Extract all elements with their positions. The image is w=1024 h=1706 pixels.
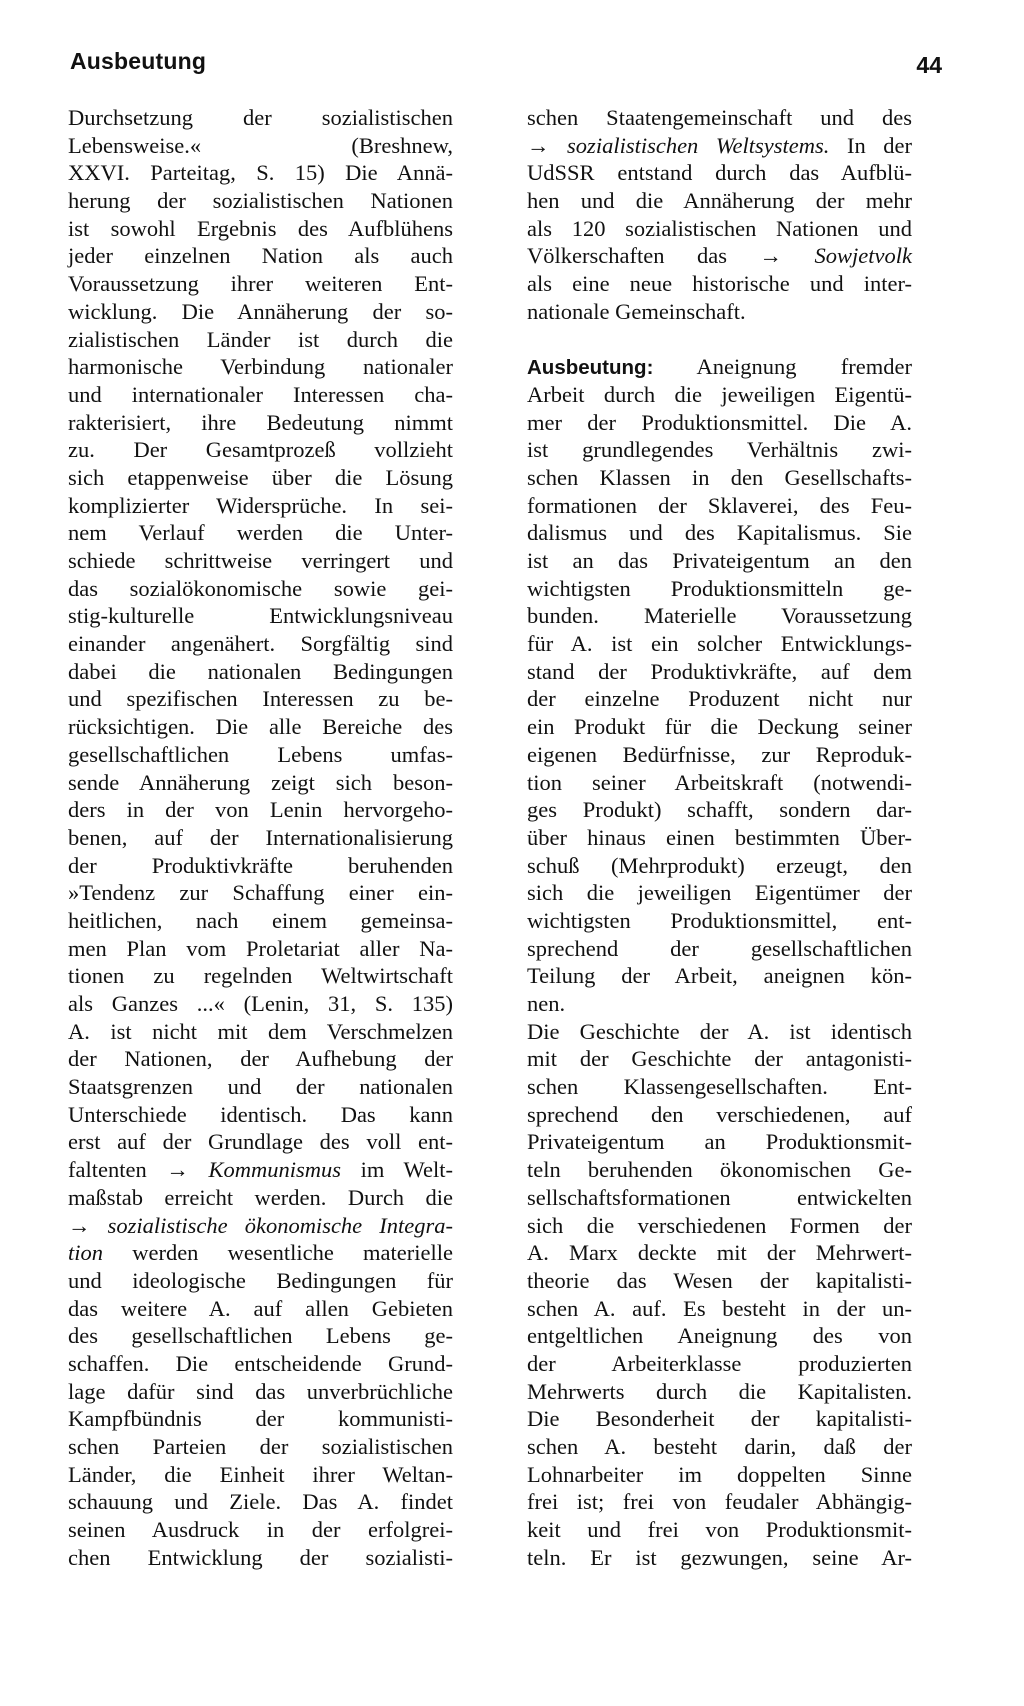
text-line: das sozialökonomische sowie gei-	[68, 575, 453, 601]
text-line: schaffen. Die entscheidende Grund-	[68, 1350, 453, 1376]
text-line: und spezifischen Interessen zu be-	[68, 686, 453, 712]
text-line: dabei die nationalen Bedingungen	[68, 658, 453, 684]
text-line: rakterisiert, ihre Bedeutung nimmt	[68, 409, 453, 435]
text-line: teln beruhenden ökonomischen Ge-	[527, 1157, 912, 1183]
text-line: wichtigsten Produktionsmittel, ent-	[527, 907, 912, 933]
text-line: schen A. besteht darin, daß der	[527, 1434, 912, 1459]
text-line: tionen zu regelnden Weltwirtschaft	[68, 963, 453, 989]
text-line: einander angenähert. Sorgfältig sind	[68, 631, 453, 657]
text-line: ist an das Privateigentum an den	[527, 548, 912, 573]
text-line: men Plan vom Proletariat aller Na-	[68, 935, 453, 961]
text-line: Lohnarbeiter im doppelten Sinne	[527, 1461, 912, 1487]
text-line: schen Klassengesellschaften. Ent-	[527, 1074, 912, 1100]
text-line: als Ganzes ...« (Lenin, 31, S. 135)	[68, 991, 453, 1016]
text-line: erst auf der Grundlage des voll ent-	[68, 1129, 453, 1155]
text-line: nem Verlauf werden die Unter-	[68, 520, 453, 546]
text-line	[68, 1156, 453, 1184]
text-line: als 120 sozialistischen Nationen und	[527, 215, 912, 241]
text-line: stig-kulturelle Entwicklungsniveau	[68, 603, 453, 629]
text-line: Mehrwerts durch die Kapitalisten.	[527, 1378, 912, 1404]
text-line: frei ist; frei von feudaler Abhängig-	[527, 1489, 912, 1515]
text-line: dalismus und des Kapitalismus. Sie	[527, 520, 912, 546]
text-line: nen.	[527, 991, 566, 1016]
text-line: sellschaftsformationen entwickelten	[527, 1184, 912, 1210]
text-line: über hinaus einen bestimmten Über-	[527, 824, 912, 850]
text-line: Voraussetzung ihrer weiteren Ent-	[68, 271, 453, 297]
text-span: faltenten	[68, 1157, 167, 1183]
text-line: seinen Ausdruck in der erfolgrei-	[68, 1517, 453, 1543]
text-line	[527, 242, 912, 270]
text-line: jeder einzelnen Nation als auch	[68, 243, 453, 269]
text-line: A. ist nicht mit dem Verschmelzen	[68, 1018, 453, 1044]
page-number: 44	[916, 52, 942, 78]
text-line: schuß (Mehrprodukt) erzeugt, den	[527, 852, 912, 878]
text-line: XXVI. Parteitag, S. 15) Die Annä-	[68, 160, 453, 186]
text-line: der Produktivkräfte beruhenden	[68, 852, 453, 878]
text-line	[68, 1239, 453, 1267]
text-line: als eine neue historische und inter-	[527, 271, 912, 297]
text-span: im Welt-	[340, 1157, 453, 1183]
text-line: sich die jeweiligen Eigentümer der	[527, 880, 912, 906]
text-line: Lebensweise.« (Breshnew,	[68, 132, 453, 158]
text-line: Durchsetzung der sozialistischen	[68, 105, 453, 130]
text-line: bunden. Materielle Voraussetzung	[527, 603, 912, 629]
cross-reference: → Sowjetvolk	[759, 243, 912, 269]
text-line: hen und die Annäherung der mehr	[527, 188, 912, 214]
text-line: Arbeit durch die jeweiligen Eigentü-	[527, 381, 912, 407]
running-header: Ausbeutung	[70, 48, 207, 74]
text-line: Staatsgrenzen und der nationalen	[68, 1074, 453, 1100]
text-line: heitlichen, nach einem gemeinsa-	[68, 907, 453, 933]
text-line: maßstab erreicht werden. Durch die	[68, 1184, 453, 1210]
text-line: sprechend den verschiedenen, auf	[527, 1101, 912, 1127]
text-line: für A. ist ein solcher Entwicklungs-	[527, 631, 912, 657]
entry-headword: Ausbeutung:	[527, 356, 654, 380]
cross-reference: → Kommunismus	[166, 1157, 341, 1183]
text-line: nationale Gemeinschaft.	[527, 298, 746, 324]
text-line: entgeltlichen Aneignung des von	[527, 1323, 912, 1349]
text-line: tion seiner Arbeitskraft (notwendi-	[527, 769, 912, 795]
text-line: Die Geschichte der A. ist identisch	[527, 1018, 912, 1044]
left-column	[68, 104, 453, 1571]
text-line: sprechend der gesellschaftlichen	[527, 935, 912, 961]
text-line: und internationaler Interessen cha-	[68, 381, 453, 407]
text-line: ges Produkt) schafft, sondern dar-	[527, 797, 912, 823]
text-line: ist sowohl Ergebnis des Aufblühens	[68, 215, 453, 241]
text-span: Aneignung fremder	[653, 354, 912, 380]
text-line: wichtigsten Produktionsmitteln ge-	[527, 575, 912, 601]
cross-reference: → sozialistische ökonomische Integra-	[68, 1212, 453, 1238]
text-line: rücksichtigen. Die alle Bereiche des	[68, 714, 453, 740]
text-line: der Nationen, der Aufhebung der	[68, 1046, 453, 1072]
text-line: »Tendenz zur Schaffung einer ein-	[68, 880, 453, 906]
text-line: schauung und Ziele. Das A. findet	[68, 1489, 453, 1515]
text-line: chen Entwicklung der sozialisti-	[68, 1544, 453, 1570]
text-line: sende Annäherung zeigt sich beson-	[68, 769, 453, 795]
text-line: Privateigentum an Produktionsmit-	[527, 1129, 912, 1155]
text-span: werden wesentliche materielle	[103, 1240, 453, 1266]
text-line: theorie das Wesen der kapitalisti-	[527, 1267, 912, 1293]
text-line: ein Produkt für die Deckung seiner	[527, 714, 912, 740]
text-line: UdSSR entstand durch das Aufblü-	[527, 160, 912, 186]
text-line: lage dafür sind das unverbrüchliche	[68, 1378, 453, 1404]
text-line: und ideologische Bedingungen für	[68, 1267, 453, 1293]
text-line: harmonische Verbindung nationaler	[68, 354, 453, 380]
text-line: des gesellschaftlichen Lebens ge-	[68, 1323, 453, 1349]
text-line: Unterschiede identisch. Das kann	[68, 1101, 453, 1127]
text-line	[527, 132, 912, 160]
text-span: In der	[829, 132, 912, 158]
text-line: schen A. auf. Es besteht in der un-	[527, 1295, 912, 1321]
cross-reference: → sozialistischen Weltsystems.	[527, 132, 830, 158]
text-line: ders in der von Lenin hervorgeho-	[68, 797, 453, 823]
text-line: schen Klassen in den Gesellschafts-	[527, 464, 912, 490]
text-line: herung der sozialistischen Nationen	[68, 188, 453, 214]
text-line: Teilung der Arbeit, aneignen kön-	[527, 963, 912, 989]
paragraph-gap	[527, 326, 912, 354]
text-line: komplizierter Widersprüche. In sei-	[68, 492, 453, 518]
text-span: Völkerschaften das	[527, 243, 760, 269]
text-line: schen Parteien der sozialistischen	[68, 1434, 453, 1459]
text-line: A. Marx deckte mit der Mehrwert-	[527, 1240, 912, 1266]
text-line: sich die verschiedenen Formen der	[527, 1212, 912, 1238]
text-line: das weitere A. auf allen Gebieten	[68, 1295, 453, 1321]
text-line: benen, auf der Internationalisierung	[68, 824, 453, 850]
text-line: zu. Der Gesamtprozeß vollzieht	[68, 437, 453, 463]
text-line: der Arbeiterklasse produzierten	[527, 1350, 912, 1376]
text-line: wicklung. Die Annäherung der so-	[68, 298, 453, 324]
text-line: schiede schrittweise verringert und	[68, 548, 453, 573]
text-line: eigenen Bedürfnisse, zur Reproduk-	[527, 741, 912, 767]
text-line: ist grundlegendes Verhältnis zwi-	[527, 437, 912, 463]
text-line: Länder, die Einheit ihrer Weltan-	[68, 1461, 453, 1487]
text-line: schen Staatengemeinschaft und des	[527, 105, 912, 130]
right-column	[527, 104, 912, 1571]
text-line: mer der Produktionsmittel. Die A.	[527, 409, 912, 435]
text-line: formationen der Sklaverei, des Feu-	[527, 492, 912, 518]
text-line: Kampfbündnis der kommunisti-	[68, 1406, 453, 1432]
text-line: keit und frei von Produktionsmit-	[527, 1517, 912, 1543]
entry-first-line	[527, 353, 912, 381]
cross-reference: tion	[68, 1240, 104, 1266]
text-line: sich etappenweise über die Lösung	[68, 464, 453, 490]
text-line: gesellschaftlichen Lebens umfas-	[68, 741, 453, 767]
text-line: zialistischen Länder ist durch die	[68, 326, 453, 352]
text-line: stand der Produktivkräfte, auf dem	[527, 658, 912, 684]
text-line: der einzelne Produzent nicht nur	[527, 686, 912, 712]
text-line	[68, 1212, 453, 1240]
text-line: teln. Er ist gezwungen, seine Ar-	[527, 1544, 912, 1570]
text-line: Die Besonderheit der kapitalisti-	[527, 1406, 912, 1432]
text-line: mit der Geschichte der antagonisti-	[527, 1046, 912, 1072]
